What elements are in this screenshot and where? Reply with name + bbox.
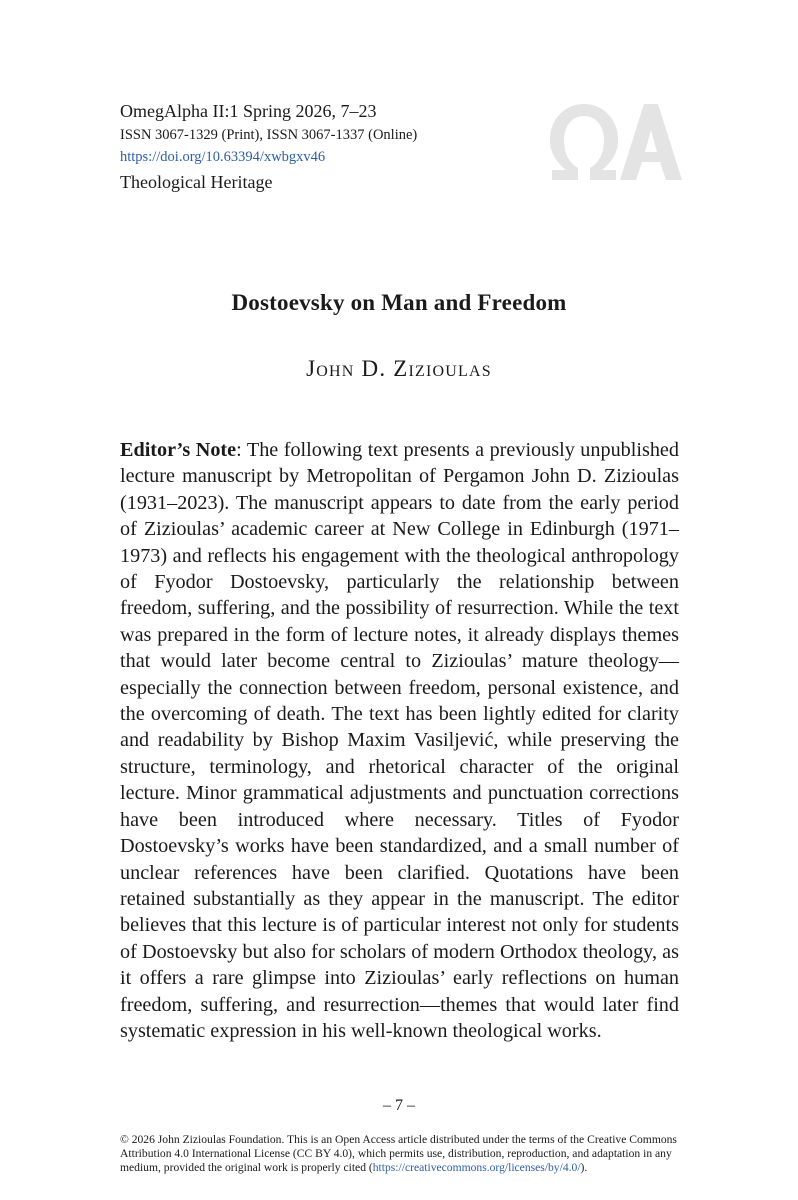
license-footer [120, 1133, 690, 1175]
license-text-end: ). [580, 1161, 588, 1174]
article-author: John D. Zizioulas [306, 356, 492, 381]
omega-alpha-cross-logo-icon [546, 100, 686, 186]
section-label: Theological Heritage [120, 172, 273, 192]
doi-link[interactable]: https://doi.org/10.63394/xwbgxv46 [120, 149, 326, 165]
article-title: Dostoevsky on Man and Freedom [231, 290, 567, 315]
license-text: © 2026 John Zizioulas Foundation. This is an Open Access article distributed under the terms of the Creative Commons Attribution 4.0 International License (CC BY 4.0), which permits use, distribution, reproduction, and adaptation in any medium, provided the original work is properly cited ( [120, 1133, 677, 1174]
page-number: – 7 – [383, 1097, 415, 1114]
editors-note-paragraph [120, 437, 679, 1044]
license-link[interactable]: https://creativecommons.org/licenses/by/4.0/ [372, 1161, 581, 1174]
editors-note-text: : The following text presents a previously unpublished lecture manuscript by Metropolitan of Pergamon John D. Zizioulas (1931–2023). The manuscript appears to date from the early period of Zizioulas’ academic career at New College in Edinburgh (1971–1973) and reflects his engagement with the theological anthropology of Fyodor Dostoevsky, particularly the relationship between freedom, suffering, and the possibility of resurrection. While the text was prepared in the form of lecture notes, it already displays themes that would later become central to Zizioulas’ mature theology—especially the connection between freedom, personal existence, and the overcoming of death. The text has been lightly edited for clarity and readability by Bishop Maxim Vasiljević, while preserving the structure, terminology, and rhetorical character of the original lecture. Minor grammatical adjustments and punctuation corrections have been introduced where necessary. Titles of Fyodor Dostoevsky’s works have been standardized, and a small number of unclear references have been clarified. Quotations have been retained substantially as they appear in the manuscript. The editor believes that this lecture is of particular interest not only for students of Dostoevsky but also for scholars of modern Orthodox theology, as it offers a rare glimpse into Zizioulas’ early reflections on human freedom, suffering, and resurrection—themes that would later find systematic expression in his well-known theological works. [120, 439, 679, 1042]
editors-note-label: Editor’s Note [120, 439, 237, 461]
issn-line: ISSN 3067-1329 (Print), ISSN 3067-1337 (Online) [120, 127, 418, 143]
journal-issue-line: OmegAlpha II:1 Spring 2026, 7–23 [120, 101, 377, 121]
journal-header [120, 98, 540, 195]
